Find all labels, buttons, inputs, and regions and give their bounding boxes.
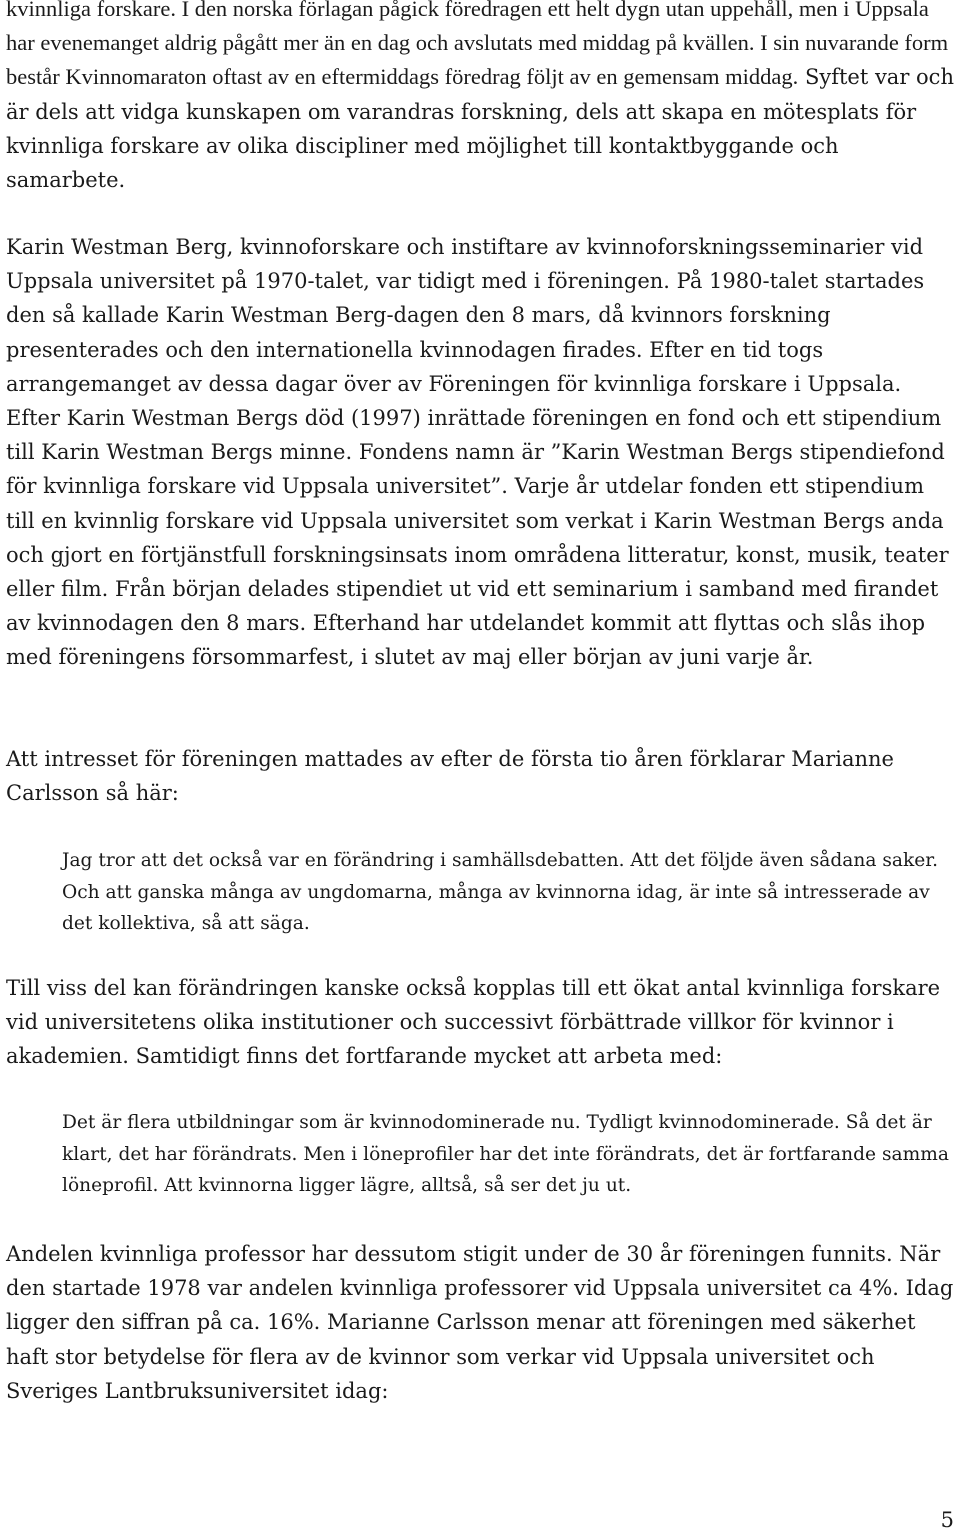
block-quote-samhallsdebatten: Jag tror att det också var en förändring i samhällsdebatten. Att det följde även sådana saker. Och att ganska många av ungdomarna, många av kvinnorna idag, är inte så intresserade av det kollektiva, så att säga.: [62, 850, 938, 934]
paragraph-kvinnomaraton: [6, 0, 956, 197]
paragraph-professorer: Andelen kvinnliga professor har dessutom stigit under de 30 år föreningen funnits. När den startade 1978 var andelen kvinnliga professorer vid Uppsala universitet ca 4%. Idag ligger den siffran på ca. 16%. Marianne Carlsson menar att föreningen med säkerhet haft stor betydelse för flera av de kvinnor som verkar vid Uppsala universitet och Sveriges Lantbruksuniversitet idag:: [6, 1242, 954, 1403]
block-quote-loneprofiler: Det är flera utbildningar som är kvinnodominerade nu. Tydligt kvinnodominerade. Så det är klart, det har förändrats. Men i löneprofiler har det inte förändrats, det är fortfarande samma löneprofil. Att kvinnorna ligger lägre, alltså, så ser det ju ut.: [62, 1112, 949, 1196]
page-number: 5: [940, 1508, 954, 1532]
paragraph-forandringen: Till viss del kan förändringen kanske också kopplas till ett ökat antal kvinnliga forskare vid universitetens olika institutioner och successivt förbättrade villkor för kvinnor i akademien. Samtidigt finns det fortfarande mycket att arbeta med:: [6, 976, 941, 1069]
paragraph-interest-declined: Att intresset för föreningen mattades av efter de första tio åren förklarar Marianne Carlsson så här:: [6, 747, 894, 806]
paragraph-kvinnomaraton-serif-text: kvinnliga forskare. I den norska förlagan pågick föredragen ett helt dygn utan uppehåll, men i Uppsala har evenemanget aldrig pågått mer än en dag och avslutats med middag på kvällen. I sin nuvarande form består Kvinnomaraton oftast av en eftermiddags föredrag följt av en gemensam middag.: [6, 0, 949, 90]
paragraph-karin-westman-berg: Karin Westman Berg, kvinnoforskare och instiftare av kvinnoforskningsseminarier vid Uppsala universitet på 1970-talet, var tidigt med i föreningen. På 1980-talet startades den så kallade Karin Westman Berg-dagen den 8 mars, då kvinnors forskning presenterades och den internationella kvinnodagen firades. Efter en tid togs arrangemanget av dessa dagar över av Föreningen för kvinnliga forskare i Uppsala. Efter Karin Westman Bergs död (1997) inrättade föreningen en fond och ett stipendium till Karin Westman Bergs minne. Fondens namn är ”Karin Westman Bergs stipendiefond för kvinnliga forskare vid Uppsala universitet”. Varje år utdelar fonden ett stipendium till en kvinnlig forskare vid Uppsala universitet som verkat i Karin Westman Bergs anda och gjort en förtjänstfull forskningsinsats inom områdena litteratur, konst, musik, teater eller film. Från början delades stipendiet ut vid ett seminarium i samband med firandet av kvinnodagen den 8 mars. Efterhand har utdelandet kommit att flyttas och slås ihop med föreningens försommarfest, i slutet av maj eller början av juni varje år.: [6, 235, 949, 670]
paragraph-kvinnomaraton-purpose-text: Syftet var och är dels att vidga kunskapen om varandras forskning, dels att skapa en mötesplats för kvinnliga forskare av olika discipliner med möjlighet till kontaktbyggande och samarbete.: [6, 65, 954, 193]
